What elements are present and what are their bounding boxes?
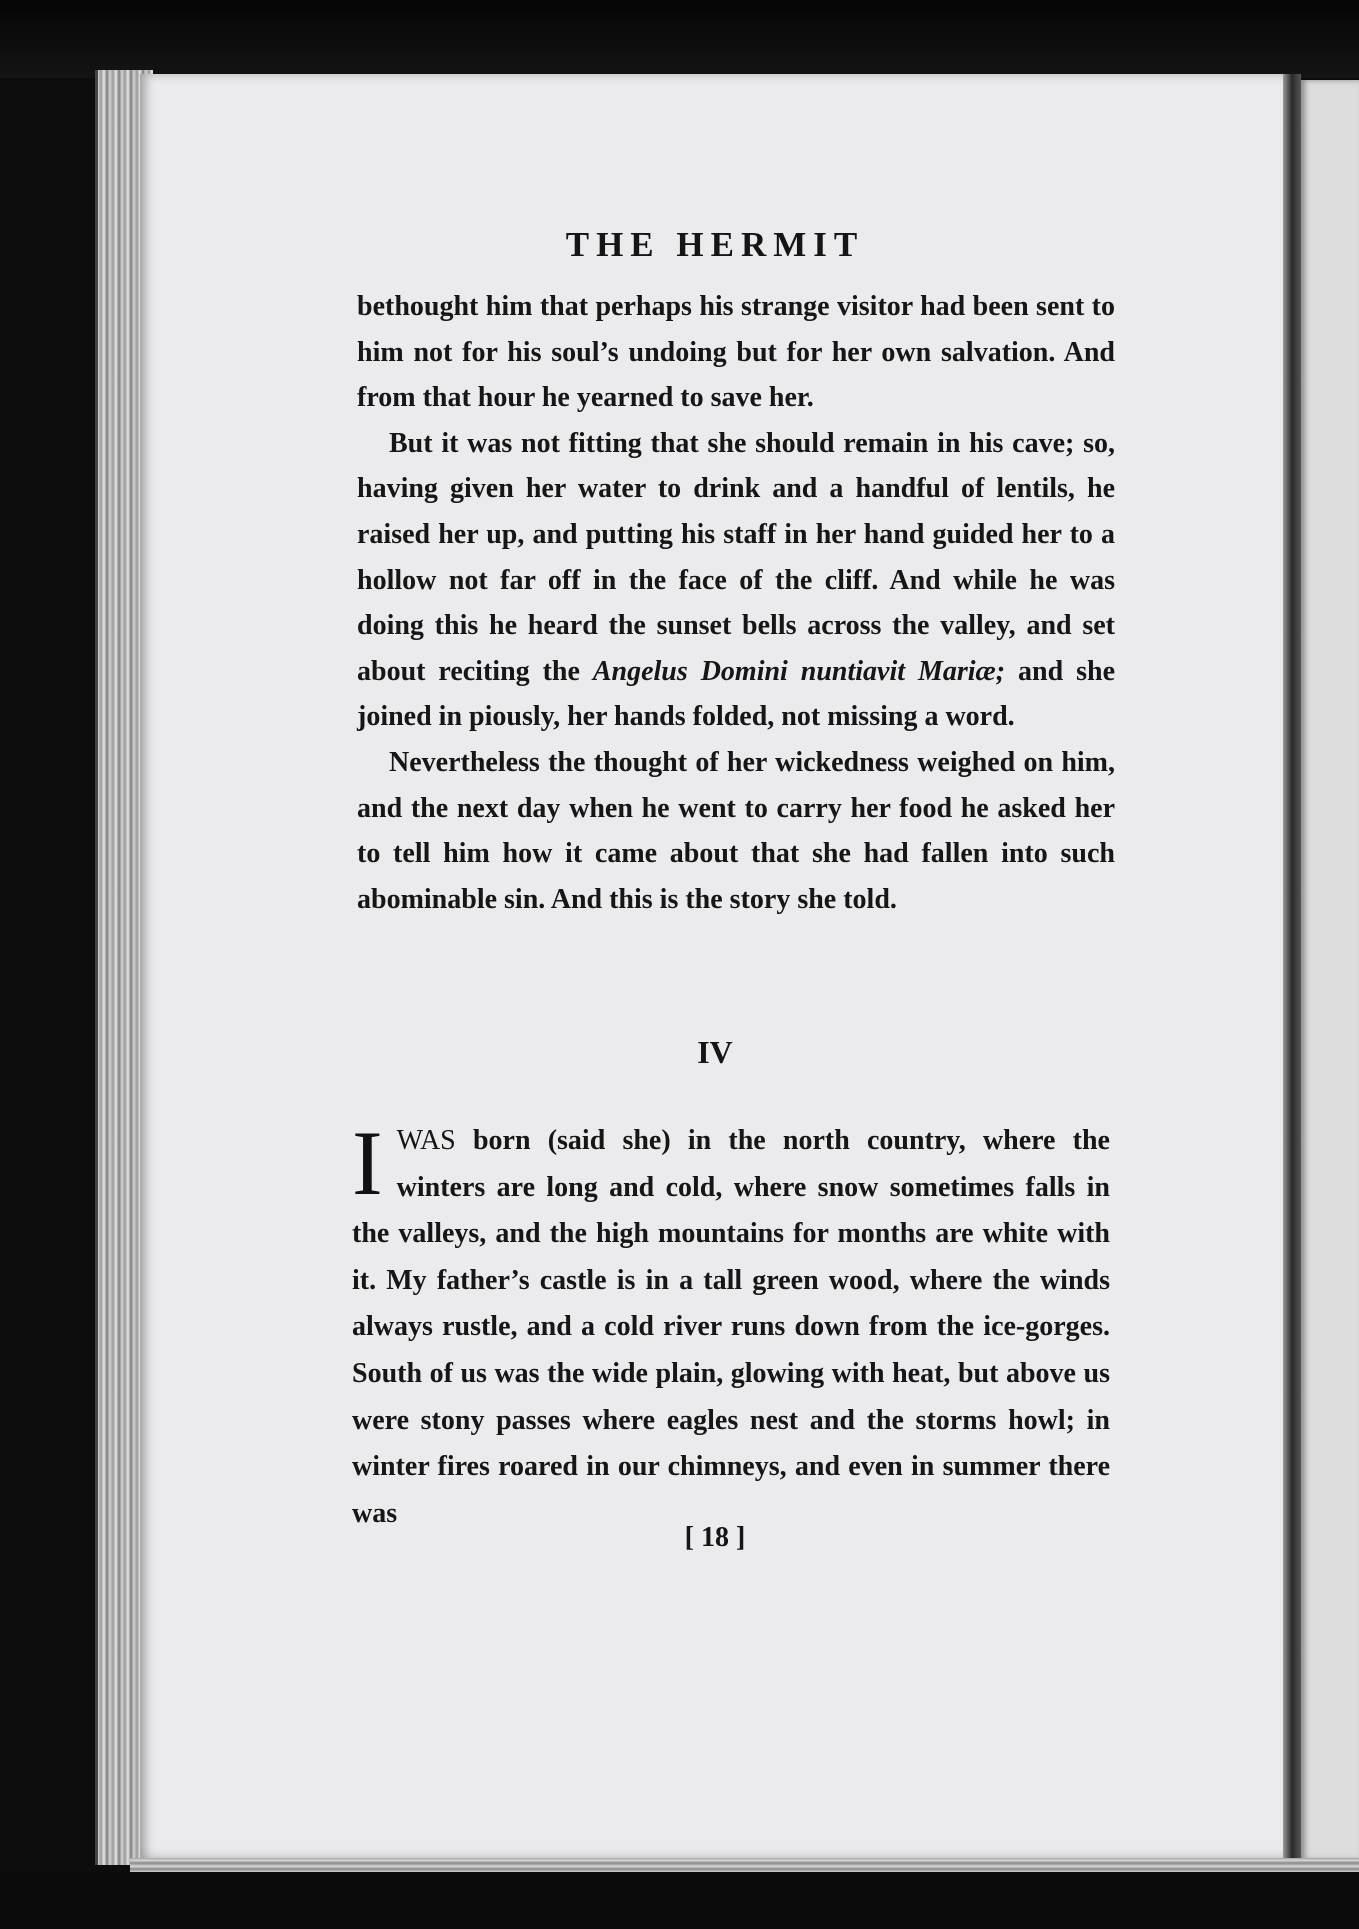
page-stack-bottom-edge xyxy=(130,1858,1359,1872)
paragraph-2-text-after: and she joined in piously, her hands folded, not missing a word. xyxy=(357,655,1116,733)
facing-page-edge xyxy=(1301,80,1359,1860)
scan-background-bottom xyxy=(0,1872,1359,1929)
page-number: [ 18 ] xyxy=(684,1522,746,1553)
book-gutter xyxy=(1283,74,1301,1864)
body-text xyxy=(357,284,1115,922)
chapter-opening-paragraph xyxy=(352,1112,1110,1537)
opening-small-caps: WAS xyxy=(396,1125,456,1156)
paragraph-2 xyxy=(357,421,1115,740)
latin-prayer-italic: Angelus Domini nuntiavit Mariæ; xyxy=(592,655,1006,687)
drop-cap: I xyxy=(352,1112,383,1214)
paragraph-2-text-before: But it was not fitting that she should remain in his cave; so, having given her water to drink and a handful of lentils, he raised her up, and putting his staff in her hand guided her to a hollow not far off in the face of the cliff. And while he was doing this he heard the sunset bells across the valley, and set about reciting the xyxy=(357,427,1115,687)
paragraph-3: Nevertheless the thought of her wickedness weighed on him, and the next day when he went to carry her food he asked her to tell him how it came about that she had fallen into such abominable sin. And this is the story she told. xyxy=(357,746,1115,915)
paragraph-1: bethought him that perhaps his strange visitor had been sent to him not for his soul’s undoing but for her own salvation. And from that hour he yearned to save her. xyxy=(357,291,1115,414)
running-head: THE HERMIT xyxy=(565,225,865,264)
scan-background-top xyxy=(0,0,1359,78)
chapter-opening-text: born (said she) in the north country, where the winters are long and cold, where snow sometimes falls in the valleys, and the high mountains for months are white with it. My father’s castle is in a tall green wood, where the winds always rustle, and a cold river runs down from the ice-gorges. South of us was the wide plain, glowing with heat, but above us were stony passes where eagles nest and the storms howl; in winter fires roared in our chimneys, and even in summer there was xyxy=(352,1125,1110,1529)
chapter-heading: IV xyxy=(697,1034,733,1070)
